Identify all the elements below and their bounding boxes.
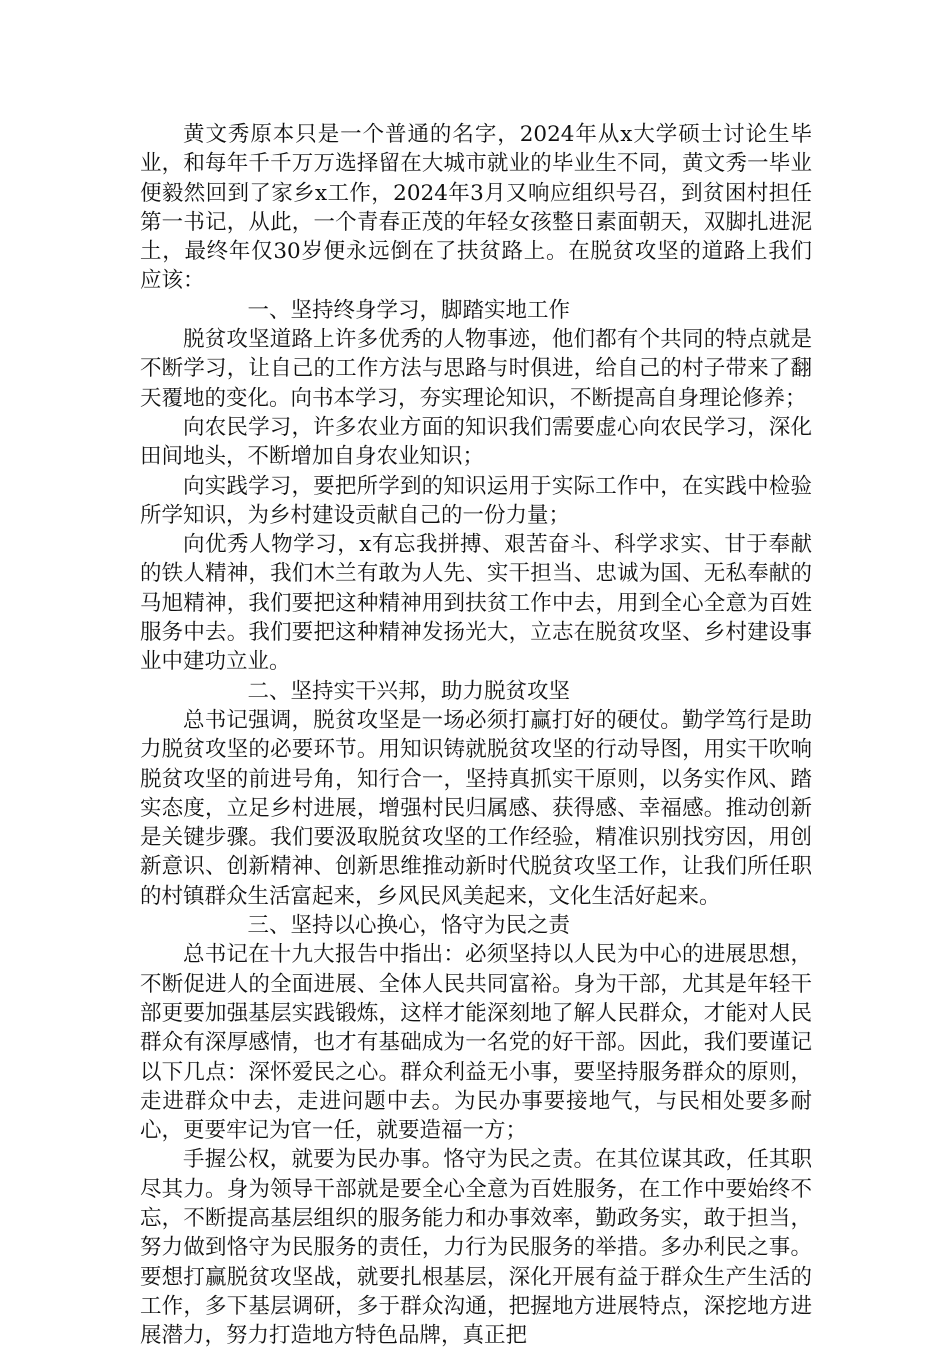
paragraph-intro: 黄文秀原本只是一个普通的名字，2024年从x大学硕士讨论生毕业，和每年千千万万选择留在大城市就业的毕业生不同，黄文秀一毕业便毅然回到了家乡x工作，2024年3月又响应组织号召，到贫困村担任第一书记，从此，一个青春正茂的年轻女孩整日素面朝天，双脚扎进泥土，最终年仅30岁便永远倒在了扶贫路上。在脱贫攻坚的道路上我们应该：: [140, 122, 812, 294]
paragraph: 向农民学习，许多农业方面的知识我们需要虚心向农民学习，深化田间地头，不断增加自身农业知识；: [140, 414, 812, 470]
paragraph: 总书记强调，脱贫攻坚是一场必须打赢打好的硬仗。勤学笃行是助力脱贫攻坚的必要环节。用知识铸就脱贫攻坚的行动导图，用实干吹响脱贫攻坚的前进号角，知行合一，坚持真抓实干原则，以务实作风、踏实态度，立足乡村进展，增强村民归属感、获得感、幸福感。推动创新是关键步骤。我们要汲取脱贫攻坚的工作经验，精准识别找穷因，用创新意识、创新精神、创新思维推动新时代脱贫攻坚工作，让我们所任职的村镇群众生活富起来，乡风民风美起来，文化生活好起来。: [140, 707, 812, 909]
paragraph: 向实践学习，要把所学到的知识运用于实际工作中，在实践中检验所学知识，为乡村建设贡献自己的一份力量；: [140, 473, 812, 528]
paragraph: 手握公权，就要为民办事。恪守为民之责。在其位谋其政，任其职尽其力。身为领导干部就是要全心全意为百姓服务，在工作中要始终不忘，不断提高基层组织的服务能力和办事效率，勤政务实，敢于担当，努力做到恪守为民服务的责任，力行为民服务的举措。多办利民之事。要想打赢脱贫攻坚战，就要扎根基层，深化开展有益于群众生产生活的工作，多下基层调研，多于群众沟通，把握地方进展特点，深挖地方进展潜力，努力打造地方特色品牌，真正把: [140, 1147, 812, 1349]
section-heading-1: 一、坚持终身学习，脚踏实地工作: [247, 297, 571, 323]
section-heading-3: 三、坚持以心换心，恪守为民之责: [247, 913, 571, 939]
paragraph: 脱贫攻坚道路上许多优秀的人物事迹，他们都有个共同的特点就是不断学习，让自己的工作方法与思路与时俱进，给自己的村子带来了翻天覆地的变化。向书本学习，夯实理论知识，不断提高自身理论修养；: [140, 327, 812, 411]
section-heading-2: 二、坚持实干兴邦，助力脱贫攻坚: [247, 678, 571, 704]
paragraph: 向优秀人物学习，x有忘我拼搏、艰苦奋斗、科学求实、甘于奉献的铁人精神，我们木兰有敢为人先、实干担当、忠诚为国、无私奉献的马旭精神，我们要把这种精神用到扶贫工作中去，用到全心全意为百姓服务中去。我们要把这种精神发扬光大，立志在脱贫攻坚、乡村建设事业中建功立业。: [140, 532, 812, 675]
document-body: [140, 120, 812, 1350]
paragraph: 总书记在十九大报告中指出：必须坚持以人民为中心的进展思想，不断促进人的全面进展、全体人民共同富裕。身为干部，尤其是年轻干部更要加强基层实践锻炼，这样才能深刻地了解人民群众，才能对人民群众有深厚感情，也才有基础成为一名党的好干部。因此，我们要谨记以下几点：深怀爱民之心。群众利益无小事，要坚持服务群众的原则，走进群众中去，走进问题中去。为民办事要接地气，与民相处要多耐心，更要牢记为官一任，就要造福一方；: [140, 942, 812, 1144]
